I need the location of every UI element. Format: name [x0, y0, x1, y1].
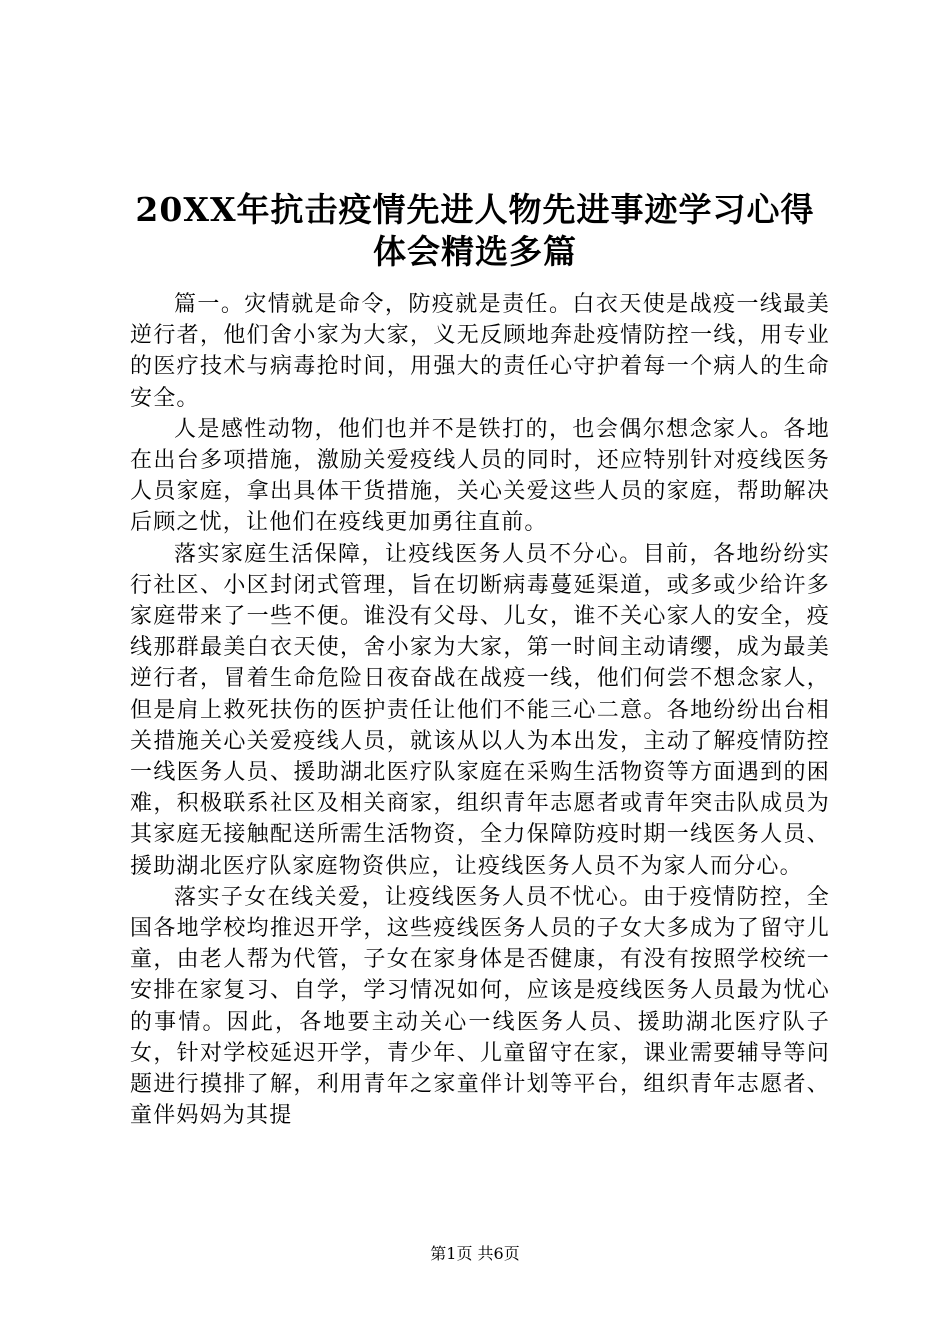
page-footer: 第1页 共6页 — [430, 1244, 520, 1263]
paragraph-3: 落实家庭生活保障，让疫线医务人员不分心。目前，各地纷纷实行社区、小区封闭式管理，旨在切断病毒蔓延渠道，或多或少给许多家庭带来了一些不便。谁没有父母、儿女，谁不关心家人的安全，疫线那群最美白衣天使，舍小家为大家，第一时间主动请缨，成为最美逆行者，冒着生命危险日夜奋战在战疫一线，他们何尝不想念家人，但是肩上救死扶伤的医护责任让他们不能三心二意。各地纷纷出台相关措施关心关爱疫线人员，就该从以人为本出发，主动了解疫情防控一线医务人员、援助湖北医疗队家庭在采购生活物资等方面遇到的困难，积极联系社区及相关商家，组织青年志愿者或青年突击队成员为其家庭无接触配送所需生活物资，全力保障防疫时期一线医务人员、援助湖北医疗队家庭物资供应，让疫线医务人员不为家人而分心。 — [130, 541, 830, 879]
paragraph-4: 落实子女在线关爱，让疫线医务人员不忧心。由于疫情防控，全国各地学校均推迟开学，这些疫线医务人员的子女大多成为了留守儿童，由老人帮为代管，子女在家身体是否健康，有没有按照学校统一安排在家复习、自学，学习情况如何，应该是疫线医务人员最为忧心的事情。因此，各地要主动关心一线医务人员、援助湖北医疗队子女，针对学校延迟开学，青少年、儿童留守在家，课业需要辅导等问题进行摸排了解，利用青年之家童伴计划等平台，组织青年志愿者、童伴妈妈为其提 — [130, 884, 830, 1129]
document-title-line-2: 体会精选多篇 — [373, 232, 577, 271]
document-body — [130, 289, 830, 1131]
document-title-line-1: 20XX年抗击疫情先进人物先进事迹学习心得 — [135, 190, 815, 229]
paragraph-2: 人是感性动物，他们也并不是铁打的，也会偶尔想念家人。各地在出台多项措施，激励关爱疫线人员的同时，还应特别针对疫线医务人员家庭，拿出具体干货措施，关心关爱这些人员的家庭，帮助解决后顾之忧，让他们在疫线更加勇往直前。 — [130, 416, 830, 536]
paragraph-1: 篇一。灾情就是命令，防疫就是责任。白衣天使是战疫一线最美逆行者，他们舍小家为大家，义无反顾地奔赴疫情防控一线，用专业的医疗技术与病毒抢时间，用强大的责任心守护着每一个病人的生命安全。 — [130, 292, 830, 411]
